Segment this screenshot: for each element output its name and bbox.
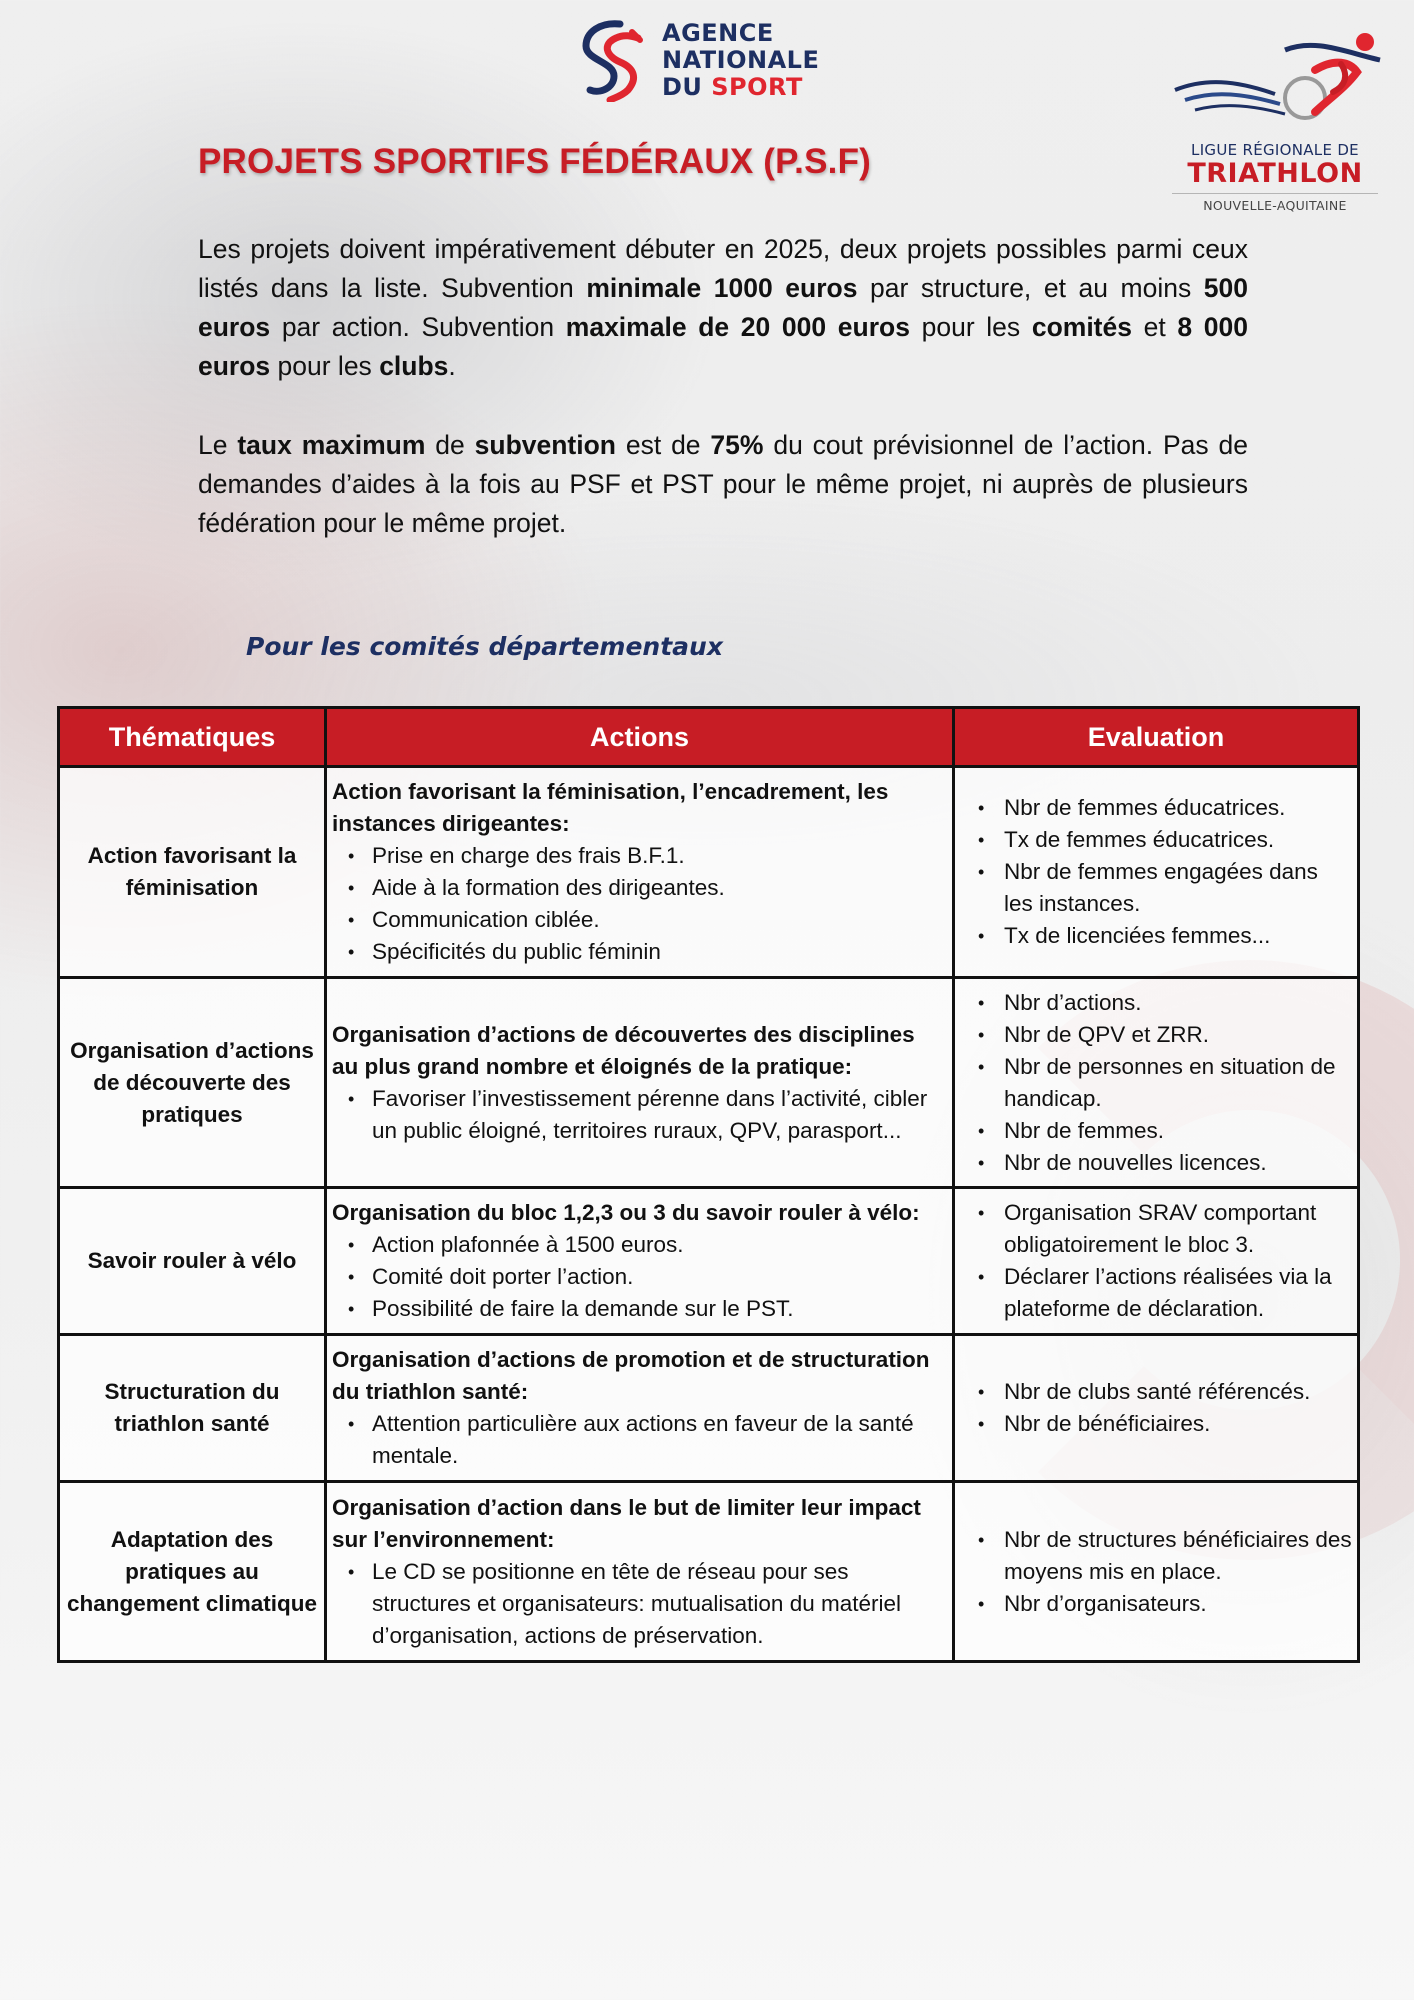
emphasis-text: taux maximum [237,430,426,460]
action-list [332,840,947,968]
evaluation-list-item: • Tx de licenciées femmes... [960,920,1352,952]
evaluation-list-item: • Nbr de QPV et ZRR. [960,1019,1352,1051]
evaluation-cell [954,978,1359,1188]
body-text: par action. Subvention [270,312,566,342]
league-logo-line3: NOUVELLE-AQUITAINE [1203,198,1347,213]
evaluation-cell [954,1188,1359,1335]
body-text: de [425,430,475,460]
emphasis-text: 8 000 euros [198,312,1248,381]
evaluation-list-item: • Déclarer l’actions réalisées via la plateforme de déclaration. [960,1261,1352,1325]
theme-cell: Structuration du triathlon santé [59,1335,326,1482]
evaluation-list [960,792,1352,952]
emphasis-text: 75% [710,430,764,460]
body-text: Le [198,430,238,460]
action-list-item: • Aide à la formation des dirigeantes. [332,872,947,904]
body-text: pour les [270,351,380,381]
action-list [332,1229,947,1325]
emphasis-text: 500 euros [198,273,1248,342]
table-body [59,767,1359,1662]
evaluation-list-item: • Nbr de femmes engagées dans les instances. [960,856,1352,920]
body-text: est de [615,430,711,460]
action-list-item: • Le CD se positionne en tête de réseau pour ses structures et organisateurs: mutualisation du matériel d’organisation, actions de préservation. [332,1556,947,1652]
psf-table [57,706,1360,1663]
action-list-item: • Favoriser l’investissement pérenne dans l’activité, cibler un public éloigné, territoires ruraux, QPV, parasport... [332,1083,947,1147]
table-row [59,1188,1359,1335]
ans-logo-line1: AGENCE [662,18,774,47]
intro-paragraph-2 [198,426,1248,543]
action-cell [326,1335,954,1482]
evaluation-list [960,1524,1352,1620]
action-list [332,1083,947,1147]
body-text: Les projets doivent impérativement débuter en 2025, deux projets possibles parmi ceux listés dans la liste. Subvention [198,234,1248,303]
triathlete-logo-icon [1165,28,1385,128]
theme-cell: Adaptation des pratiques au changement climatique [59,1482,326,1662]
emphasis-text: clubs [379,351,449,381]
action-list [332,1408,947,1472]
league-logo-divider [1172,193,1378,194]
section-title: Pour les comités départementaux [246,632,723,661]
body-text: et [1131,312,1178,342]
action-list-item: • Action plafonnée à 1500 euros. [332,1229,947,1261]
ans-logo-line2: NATIONALE [662,45,820,74]
body-text: pour les [909,312,1032,342]
evaluation-list [960,1376,1352,1440]
evaluation-list-item: • Nbr de nouvelles licences. [960,1147,1352,1179]
emphasis-text: minimale 1000 euros [586,273,858,303]
action-lead: Organisation d’actions de découvertes des disciplines au plus grand nombre et éloignés de la pratique: [332,1021,915,1079]
emphasis-text: subvention [474,430,616,460]
evaluation-list-item: • Nbr d’organisateurs. [960,1588,1352,1620]
evaluation-cell [954,1482,1359,1662]
evaluation-cell [954,767,1359,978]
evaluation-list-item: • Nbr de bénéficiaires. [960,1408,1352,1440]
evaluation-list-item: • Nbr de clubs santé référencés. [960,1376,1352,1408]
intro-paragraph-1 [198,230,1248,386]
league-logo [1160,28,1390,213]
ans-logo-line3-prefix: DU [662,72,712,101]
action-cell [326,978,954,1188]
action-lead: Organisation d’actions de promotion et de structuration du triathlon santé: [332,1347,930,1404]
action-list-item: • Possibilité de faire la demande sur le PST. [332,1293,947,1325]
table-row [59,767,1359,978]
action-list [332,1556,947,1652]
theme-cell: Action favorisant la féminisation [59,767,326,978]
header-actions: Actions [326,708,954,767]
action-lead: Action favorisant la féminisation, l’encadrement, les instances dirigeantes: [332,779,889,836]
evaluation-cell [954,1335,1359,1482]
action-list-item: • Spécificités du public féminin [332,936,947,968]
table-row [59,1482,1359,1662]
evaluation-list [960,1197,1352,1325]
evaluation-list-item: • Organisation SRAV comportant obligatoirement le bloc 3. [960,1197,1352,1261]
league-logo-line1: LIGUE RÉGIONALE DE [1191,141,1359,159]
body-text: par structure, et au moins [857,273,1204,303]
evaluation-list-item: • Tx de femmes éducatrices. [960,824,1352,856]
evaluation-list-item: • Nbr de femmes. [960,1115,1352,1147]
emphasis-text: comités [1031,312,1132,342]
evaluation-list-item: • Nbr de structures bénéficiaires des moyens mis en place. [960,1524,1352,1588]
evaluation-list [960,987,1352,1179]
evaluation-list-item: • Nbr de femmes éducatrices. [960,792,1352,824]
theme-cell: Organisation d’actions de découverte des pratiques [59,978,326,1188]
header-thematiques: Thématiques [59,708,326,767]
ans-logo [580,18,819,102]
action-lead: Organisation du bloc 1,2,3 ou 3 du savoir rouler à vélo: [332,1200,920,1225]
action-cell [326,1188,954,1335]
evaluation-list-item: • Nbr d’actions. [960,987,1352,1019]
ans-logo-line3-highlight: SPORT [711,72,803,101]
header-evaluation: Evaluation [954,708,1359,767]
page-title: PROJETS SPORTIFS FÉDÉRAUX (P.S.F) [198,142,872,181]
league-logo-line2: TRIATHLON [1187,158,1363,189]
emphasis-text: maximale de 20 000 euros [565,312,910,342]
theme-cell: Savoir rouler à vélo [59,1188,326,1335]
table-header-row [59,708,1359,767]
action-cell [326,1482,954,1662]
body-text: du cout prévisionnel de l’action. Pas de demandes d’aides à la fois au PSF et PST pour le même projet, ni auprès de plusieurs fédération pour le même projet. [198,430,1248,538]
evaluation-list-item: • Nbr de personnes en situation de handicap. [960,1051,1352,1115]
action-list-item: • Prise en charge des frais B.F.1. [332,840,947,872]
action-list-item: • Attention particulière aux actions en faveur de la santé mentale. [332,1408,947,1472]
action-list-item: • Communication ciblée. [332,904,947,936]
table-row [59,1335,1359,1482]
action-cell [326,767,954,978]
table-row [59,978,1359,1188]
ans-s-logo-icon [580,18,650,102]
body-text: . [448,351,456,381]
action-list-item: • Comité doit porter l’action. [332,1261,947,1293]
action-lead: Organisation d’action dans le but de limiter leur impact sur l’environnement: [332,1494,921,1552]
